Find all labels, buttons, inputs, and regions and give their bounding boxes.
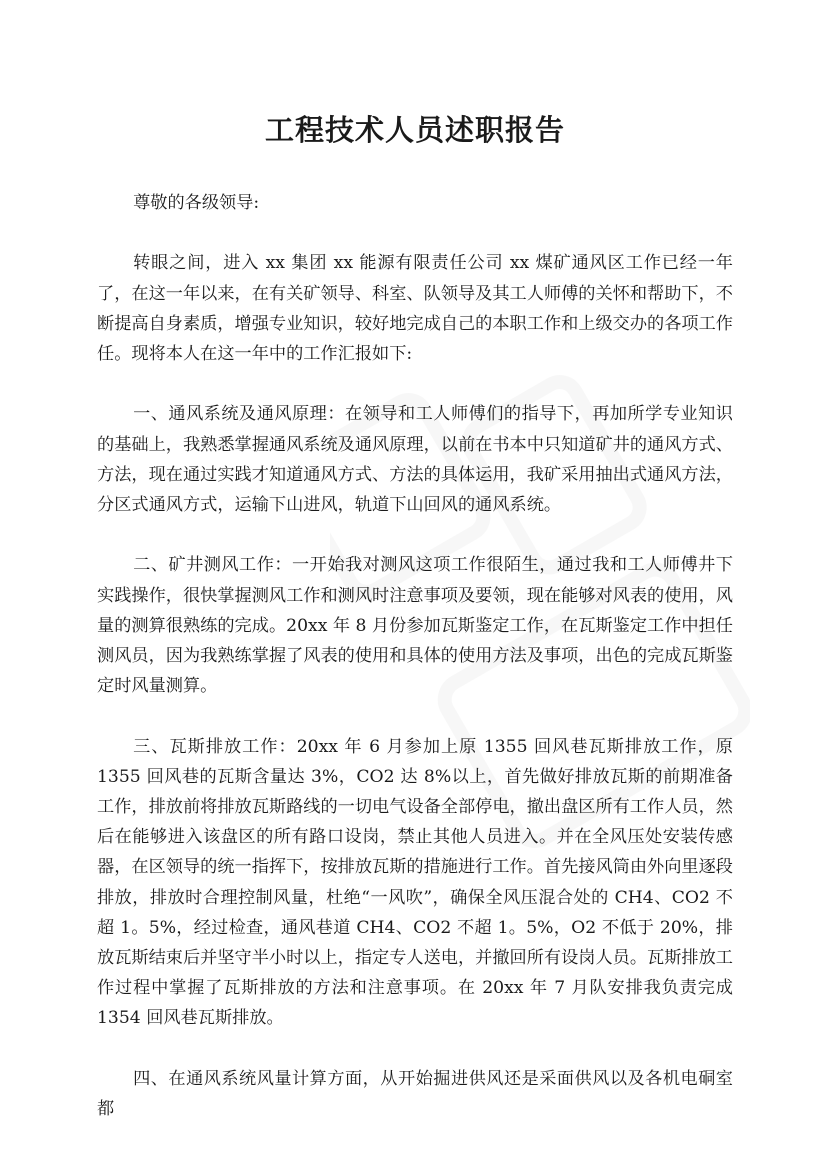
paragraph-airflow-calculation: 四、在通风系统风量计算方面，从开始掘进供风还是采面供风以及各机电硐室都 bbox=[97, 1068, 733, 1120]
greeting: 尊敬的各级领导: bbox=[133, 193, 260, 213]
paragraph-ventilation-system: 一、通风系统及通风原理：在领导和工人师傅们的指导下，再加所学专业知识的基础上，我熟悉掌握通风系统及通风原理，以前在书本中只知道矿井的通风方式、方法，现在通过实践才知道通风方式、方法的具体运用，我矿采用抽出式通风方法，分区式通风方式，运输下山进风，轨道下山回风的通风系统。 bbox=[97, 404, 733, 515]
document-title: 工程技术人员述职报告 bbox=[264, 113, 565, 147]
paragraph-intro: 转眼之间，进入 xx 集团 xx 能源有限责任公司 xx 煤矿通风区工作已经一年了，在这一年以来，在有关矿领导、科室、队领导及其工人师傅的关怀和帮助下，不断提高自身素质，增强专业知识，较好地完成自己的本职工作和上级交办的各项工作任。现将本人在这一年中的工作汇报如下: bbox=[97, 253, 733, 364]
document-body bbox=[97, 188, 733, 1154]
paragraph-air-measurement: 二、矿井测风工作：一开始我对测风这项工作很陌生，通过我和工人师傅井下实践操作，很快掌握测风工作和测风时注意事项及要领，现在能够对风表的使用，风量的测算很熟练的完成。20xx 年 8 月份参加瓦斯鉴定工作，在瓦斯鉴定工作中担任测风员，因为我熟练掌握了风表的使用和具体的使用方法及事项，出色的完成瓦斯鉴定时风量测算。 bbox=[97, 555, 733, 697]
paragraph-gas-discharge: 三、瓦斯排放工作：20xx 年 6 月参加上原 1355 回风巷瓦斯排放工作，原 1355 回风巷的瓦斯含量达 3%，CO2 达 8%以上，首先做好排放瓦斯的前期准备工作，排放前将排放瓦斯路线的一切电气设备全部停电，撤出盘区所有工作人员，然后在能够进入该盘区的所有路口设岗，禁止其他人员进入。并在全风压处安装传感器，在区领导的统一指挥下，按排放瓦斯的措施进行工作。首先接风筒由外向里逐段排放，排放时合理控制风量，杜绝“一风吹”，确保全风压混合处的 CH4、CO2 不超 1。5%，经过检查，通风巷道 CH4、CO2 不超 1。5%，O2 不低于 20%，排放瓦斯结束后并坚守半小时以上，指定专人送电，并撤回所有设岗人员。瓦斯排放工作过程中掌握了瓦斯排放的方法和注意事项。在 20xx 年 7 月队安排我负责完成 1354 回风巷瓦斯排放。 bbox=[97, 736, 733, 1029]
